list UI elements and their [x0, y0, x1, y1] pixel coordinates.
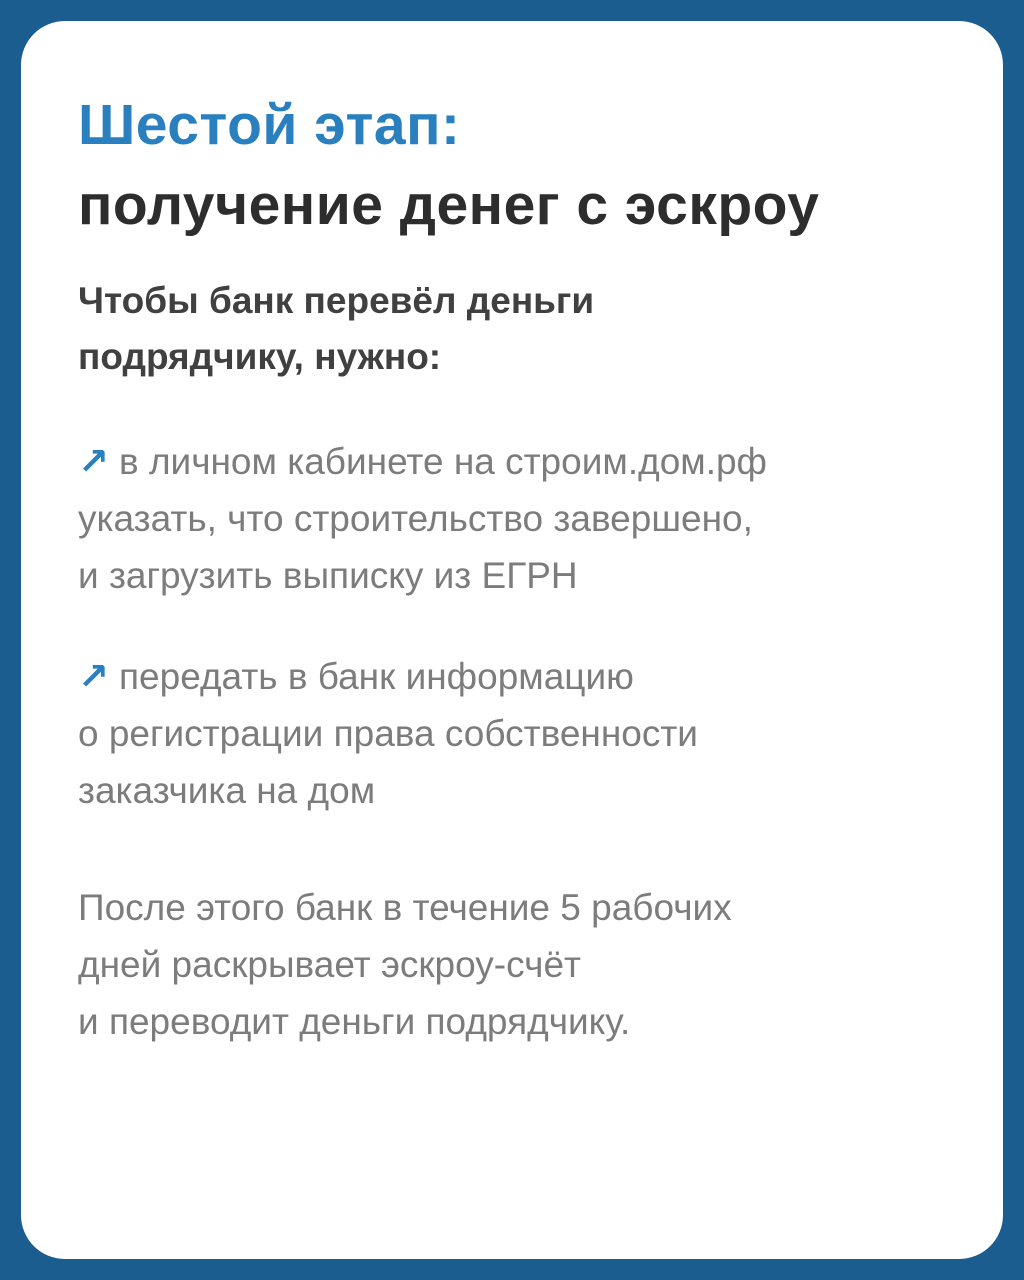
bullet-item-1-text: в личном кабинете на строим.дом.рф указать, что строительство завершено, и загрузить выписку из ЕГРН — [78, 441, 768, 596]
arrow-up-right-icon: ↗ — [78, 656, 110, 697]
bullet-item-2 — [78, 648, 953, 819]
bullet-item-1 — [78, 433, 953, 604]
info-card — [21, 21, 1003, 1259]
arrow-up-right-icon: ↗ — [78, 441, 110, 482]
outro-text: После этого банк в течение 5 рабочих дней раскрывает эскроу-счёт и переводит деньги подрядчику. — [78, 887, 732, 1042]
page-title-main-line: получение денег с эскроу — [78, 173, 820, 237]
page-title-accent-line: Шестой этап: — [78, 93, 461, 157]
bullet-item-2-text: передать в банк информацию о регистрации права собственности заказчика на дом — [78, 656, 698, 811]
page-title — [78, 85, 953, 245]
intro-text: Чтобы банк перевёл деньги подрядчику, нужно: — [78, 280, 595, 377]
